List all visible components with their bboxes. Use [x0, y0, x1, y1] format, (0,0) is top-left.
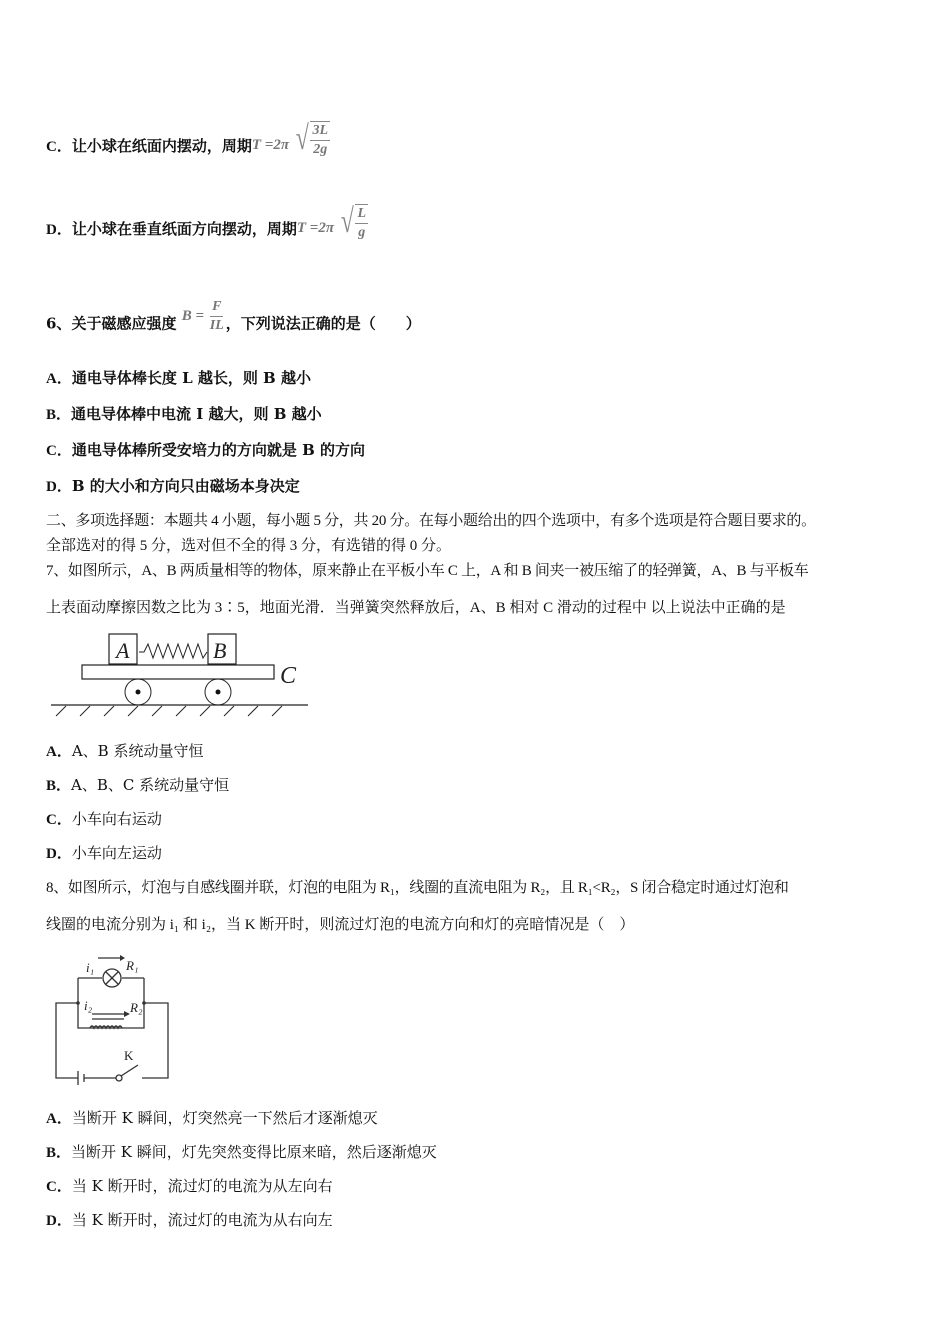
option-text: B 的大小和方向只由磁场本身决定	[71, 477, 300, 495]
q8-option-b	[46, 1142, 437, 1163]
q6-stem	[46, 299, 421, 343]
sqrt-icon: √	[295, 120, 309, 157]
q8-option-d	[46, 1210, 333, 1231]
option-label: B．	[46, 1145, 72, 1161]
option-text: A、B、C 系统动量守恒	[71, 776, 230, 794]
formula-den: IL	[209, 318, 224, 333]
q6-option-d	[46, 476, 300, 497]
option-label: C．	[46, 812, 72, 828]
switch-label: K	[124, 1048, 134, 1063]
option-label: B．	[46, 407, 72, 423]
formula-num: L	[355, 205, 368, 224]
r2-label: R₂	[130, 1000, 143, 1015]
block-b-label: B	[213, 638, 227, 663]
q7-option-c	[46, 809, 162, 830]
option-label: D．	[46, 846, 72, 862]
q5-option-d	[46, 203, 368, 250]
option-text: 通电导体棒所受安培力的方向就是 B 的方向	[71, 441, 365, 459]
formula-lhs: B	[181, 307, 192, 324]
option-text: 小车向右运动	[71, 810, 162, 828]
q7-stem-line2: 上表面动摩擦因数之比为 3∶5，地面光滑．当弹簧突然释放后，A、B 相对 C 滑动的过程中 以上说法中正确的是	[46, 600, 786, 616]
cart-label: C	[280, 663, 297, 689]
option-text: 当断开 K 瞬间，灯突然亮一下然后才逐渐熄灭	[71, 1109, 378, 1127]
option-text: 当断开 K 瞬间，灯先突然变得比原来暗，然后逐渐熄灭	[71, 1143, 437, 1161]
formula-eq: =2π	[264, 137, 290, 153]
formula-lhs: T	[296, 220, 307, 236]
option-label: D．	[46, 1213, 72, 1229]
formula-num: F	[210, 298, 223, 317]
circuit-diagram	[44, 948, 176, 1090]
section-scoring: 全部选对的得 5 分，选对但不全的得 3 分，有选错的得 0 分。	[46, 538, 452, 554]
formula-eq: =2π	[309, 220, 335, 236]
i2-label: i₂	[84, 998, 93, 1013]
option-label: C．	[46, 443, 72, 459]
formula-num: 3L	[310, 122, 330, 141]
q7-option-b	[46, 775, 229, 796]
option-text: 通电导体棒长度 L 越长，则 B 越小	[71, 369, 311, 387]
option-text: 让小球在垂直纸面方向摆动，周期	[71, 220, 297, 238]
r1-label: R₁	[126, 958, 139, 973]
formula-eq: =	[195, 307, 205, 324]
period-formula	[252, 119, 330, 159]
period-formula	[297, 202, 368, 242]
option-label: D．	[46, 479, 72, 495]
formula-den: 2g	[313, 142, 328, 157]
q7-option-d	[46, 843, 162, 864]
i1-label: i₁	[86, 960, 95, 975]
stem-text: ，下列说法正确的是（ ）	[225, 314, 421, 333]
q6-option-c	[46, 440, 365, 461]
question-number: 6、	[46, 314, 72, 333]
stem-text: 关于磁感应强度	[71, 314, 177, 333]
option-label: A．	[46, 1111, 72, 1127]
sqrt-icon: √	[340, 203, 354, 240]
section-heading: 二、多项选择题：本题共 4 小题，每小题 5 分，共 20 分。在每小题给出的四个选项中，有多个选项是符合题目要求的。	[46, 513, 816, 529]
option-text: A、B 系统动量守恒	[71, 742, 204, 760]
option-text: 当 K 断开时，流过灯的电流为从右向左	[71, 1211, 333, 1229]
q8-stem-line1: 8、如图所示，灯泡与自感线圈并联，灯泡的电阻为 R₁，线圈的直流电阻为 R₂，且 R₁<R₂，S 闭合稳定时通过灯泡和	[46, 880, 789, 896]
q8-option-c	[46, 1176, 333, 1197]
option-text: 当 K 断开时，流过灯的电流为从左向右	[71, 1177, 333, 1195]
option-label: C．	[46, 1179, 72, 1195]
option-label: D．	[46, 222, 72, 238]
option-text: 通电导体棒中电流 I 越大，则 B 越小	[71, 405, 322, 423]
option-text: 让小球在纸面内摆动，周期	[71, 137, 252, 155]
formula-lhs: T	[251, 137, 262, 153]
q7-stem-line1: 7、如图所示，A、B 两质量相等的物体，原来静止在平板小车 C 上，A 和 B 间夹一被压缩了的轻弹簧，A、B 与平板车	[46, 563, 809, 579]
option-label: A．	[46, 744, 72, 760]
q8-option-a	[46, 1108, 378, 1129]
option-label: B．	[46, 778, 72, 794]
option-text: 小车向左运动	[71, 844, 162, 862]
option-label: A．	[46, 371, 72, 387]
q5-option-c	[46, 120, 330, 167]
q6-option-a	[46, 368, 311, 389]
option-label: C．	[46, 139, 72, 155]
q8-stem-line2: 线圈的电流分别为 i₁ 和 i₂，当 K 断开时，则流过灯泡的电流方向和灯的亮暗情况是（ ）	[46, 917, 635, 933]
formula-den: g	[358, 225, 366, 240]
block-a-label: A	[116, 638, 130, 663]
q6-option-b	[46, 404, 322, 425]
q7-option-a	[46, 741, 203, 762]
cart-spring-diagram	[46, 628, 310, 722]
field-formula	[182, 298, 226, 335]
